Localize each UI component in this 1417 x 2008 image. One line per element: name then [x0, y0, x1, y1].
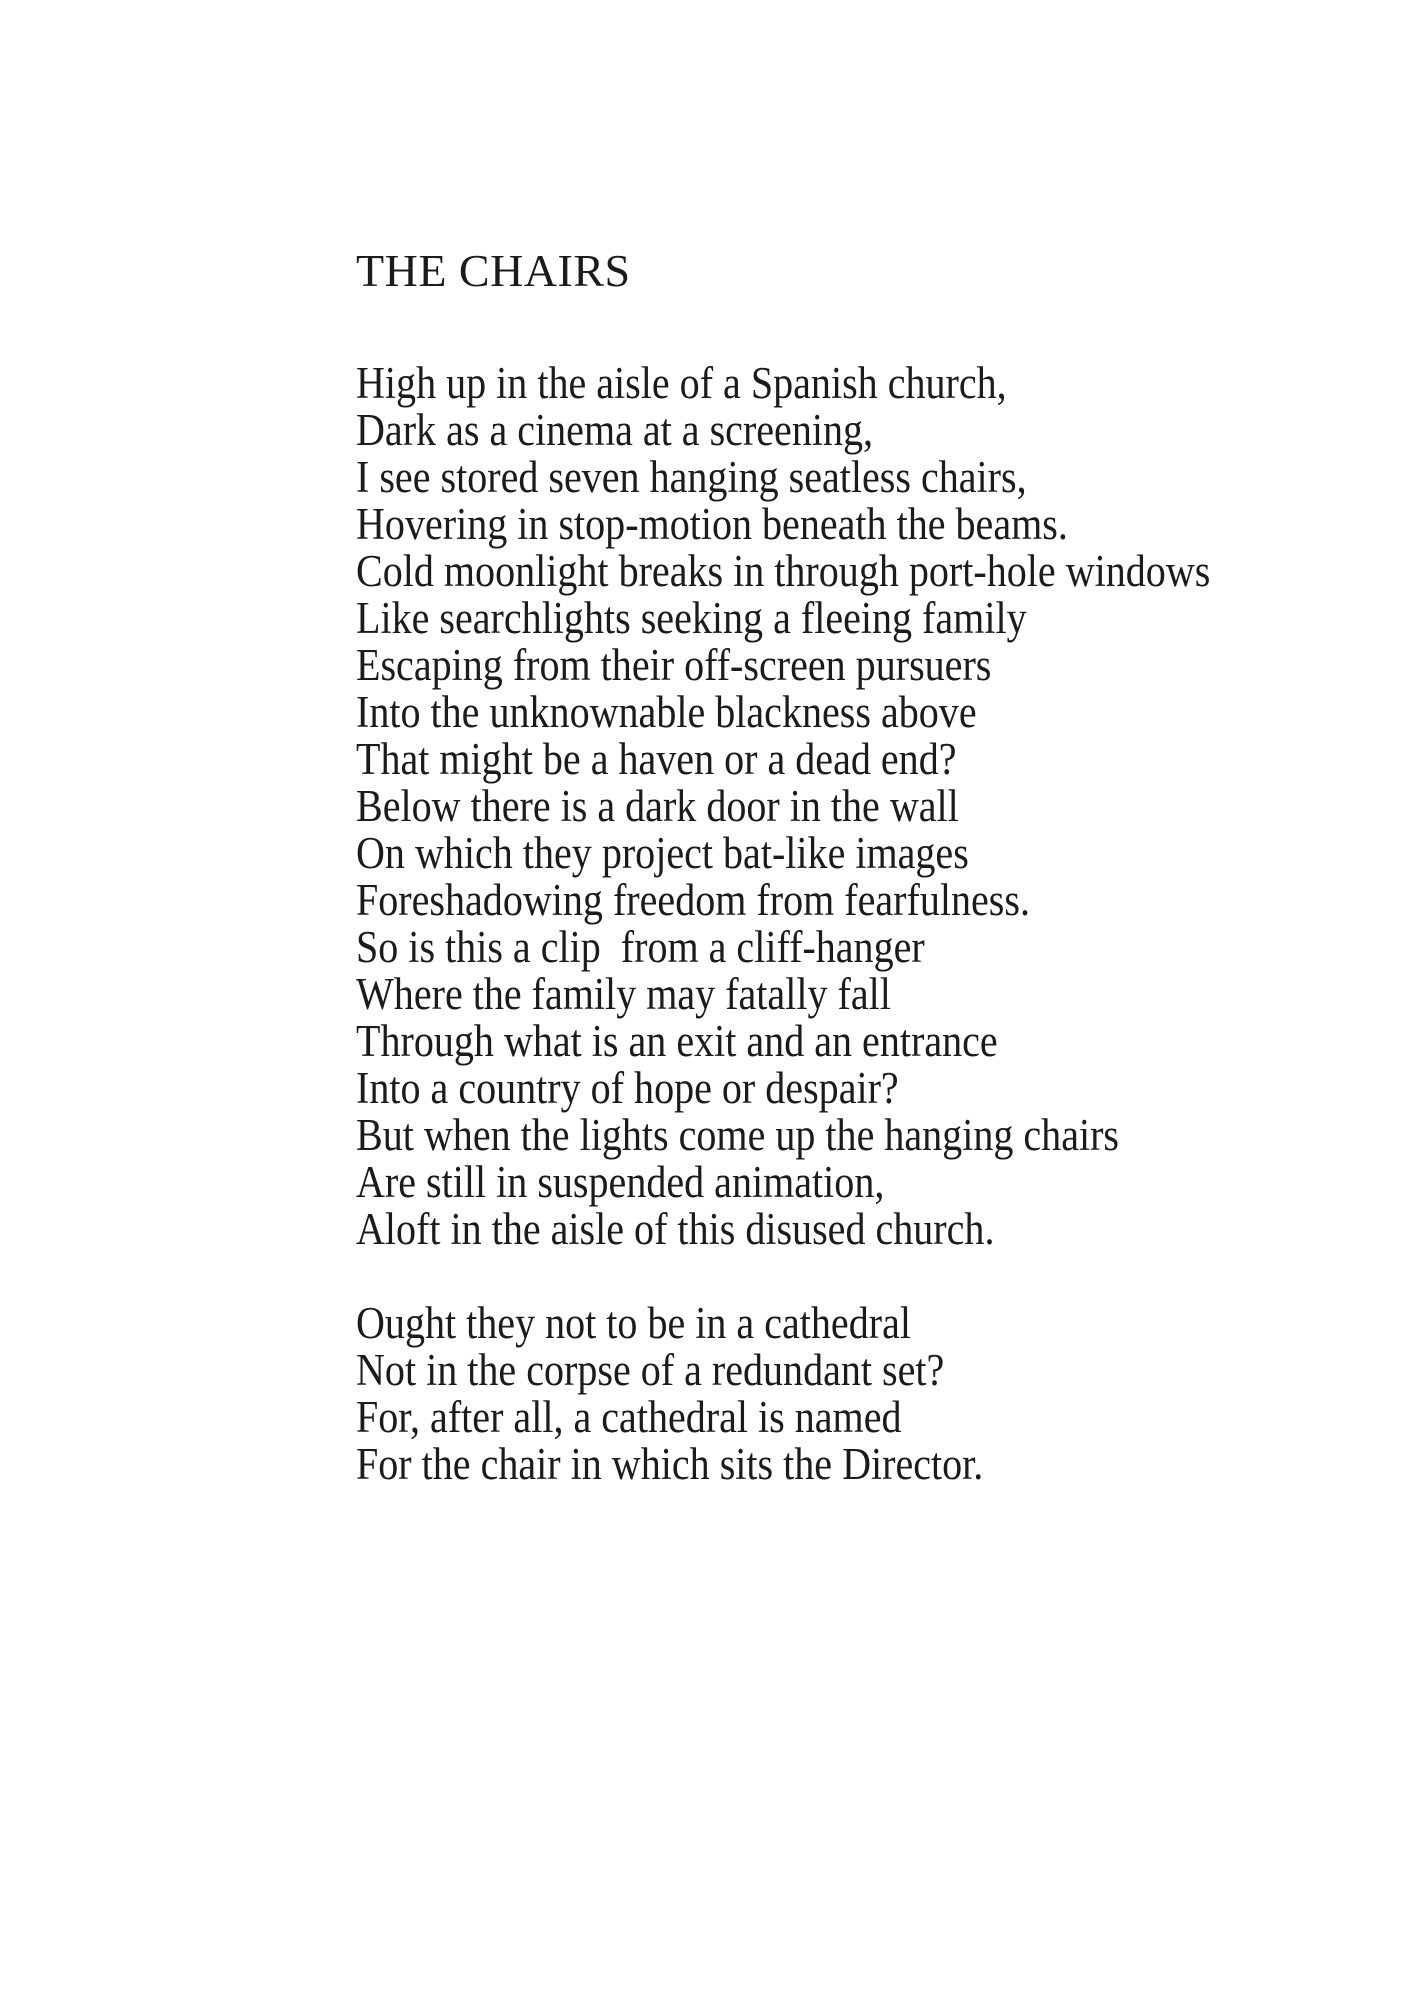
poem-line: Into a country of hope or despair?	[356, 1063, 899, 1113]
poem-line: Into the unknownable blackness above	[356, 687, 977, 737]
poem-line: Below there is a dark door in the wall	[356, 781, 959, 831]
poem-line: Where the family may fatally fall	[356, 969, 891, 1019]
poem-line: I see stored seven hanging seatless chairs,	[356, 452, 1027, 502]
poem-line: On which they project bat-like images	[356, 828, 969, 878]
poem-line: Hovering in stop-motion beneath the beams.	[356, 499, 1068, 549]
poem-line: So is this a clip from a cliff-hanger	[356, 922, 925, 972]
poem-line: Through what is an exit and an entrance	[356, 1016, 998, 1066]
poem-line: Are still in suspended animation,	[356, 1157, 885, 1207]
poem-line: For, after all, a cathedral is named	[356, 1392, 902, 1442]
poem-line: Escaping from their off-screen pursuers	[356, 640, 992, 690]
poem-line: High up in the aisle of a Spanish church,	[356, 358, 1007, 408]
poem-line: Ought they not to be in a cathedral	[356, 1298, 911, 1348]
poem-line: But when the lights come up the hanging chairs	[356, 1110, 1120, 1160]
poem-line: That might be a haven or a dead end?	[356, 734, 957, 784]
poem-line: Foreshadowing freedom from fearfulness.	[356, 875, 1030, 925]
poem-title: THE CHAIRS	[356, 245, 631, 296]
poem-line: Cold moonlight breaks in through port-hole windows	[356, 546, 1211, 596]
poem-line: For the chair in which sits the Director.	[356, 1439, 984, 1489]
poem-line: Not in the corpse of a redundant set?	[356, 1345, 945, 1395]
poem-line: Aloft in the aisle of this disused church.	[356, 1204, 995, 1254]
poem-stanza-2	[356, 1300, 1210, 1488]
poem-line: Like searchlights seeking a fleeing family	[356, 593, 1027, 643]
poem	[356, 247, 1316, 1488]
poem-line: Dark as a cinema at a screening,	[356, 405, 874, 455]
poem-stanza-1	[356, 360, 1210, 1253]
